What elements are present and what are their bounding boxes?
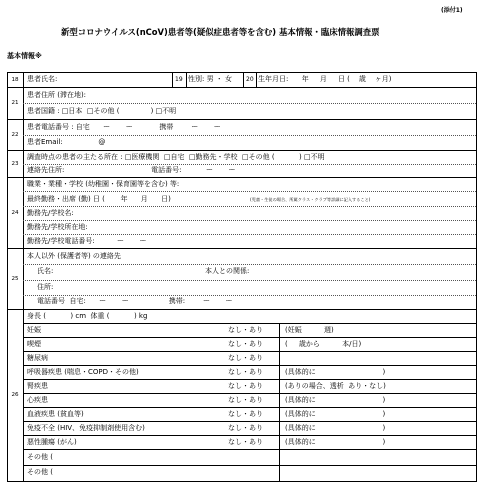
patient-address-label: 患者住所 (滞在地): — [27, 91, 87, 99]
condition-detail: (妊娠 週) — [285, 326, 334, 334]
row-number: 20 — [246, 76, 254, 83]
workplace-address-label: 勤務先/学校所在地: — [27, 223, 88, 231]
last-attendance-field: 最終勤務・出席 (勤) 日 ( 年 月 日) — [27, 195, 171, 203]
row-number: 19 — [175, 76, 183, 83]
patient-nationality-field: 患者国籍 : □日本 □その他 ( ) □不明 — [27, 107, 177, 115]
condition-label: 血液疾患 (貧血等) — [27, 410, 84, 418]
condition-choice: なし・あり — [228, 354, 263, 362]
condition-label: 呼吸器疾患 (喘息・COPD・その他) — [27, 368, 139, 376]
condition-detail: ( 歳から 本/日) — [285, 340, 362, 348]
condition-label: 腎疾患 — [27, 382, 48, 390]
attachment-label: (添付1) — [441, 7, 463, 14]
workplace-name-label: 勤務先/学校名: — [27, 209, 74, 217]
condition-choice: なし・あり — [228, 340, 263, 348]
condition-choice: なし・あり — [228, 438, 263, 446]
condition-label: 喫煙 — [27, 340, 41, 348]
patient-name-label: 患者氏名: — [27, 75, 58, 83]
workplace-phone-field: 勤務先/学校電話番号: ー ー — [27, 237, 147, 245]
row-number: 23 — [11, 161, 19, 167]
condition-label: 妊娠 — [27, 326, 41, 334]
guardian-phone-field: 電話番号 自宅: ー ー 携帯: ー ー — [37, 297, 233, 305]
condition-choice: なし・あり — [228, 382, 263, 390]
condition-label: 糖尿病 — [27, 354, 48, 362]
condition-choice: なし・あり — [228, 326, 263, 334]
attendance-note: (児童・生徒の場合、所属クラス・クラブ等詳細に記入すること) — [250, 197, 371, 202]
patient-email-field: 患者Email: @ — [27, 138, 106, 146]
guardian-relationship-label: 本人との関係: — [205, 267, 250, 275]
condition-detail: (具体的に ) — [285, 410, 386, 418]
row-number: 25 — [11, 276, 19, 282]
condition-label: その他 ( — [27, 468, 53, 476]
row-number: 21 — [11, 100, 19, 106]
row-number: 24 — [11, 210, 19, 216]
condition-detail: (具体的に ) — [285, 438, 386, 446]
row-number: 26 — [11, 392, 19, 398]
guardian-name-label: 氏名: — [37, 267, 54, 275]
patient-location-field: 調査時点の患者の主たる所在 : □医療機関 □自宅 □勤務先・学校 □その他 ( ) □不明 — [27, 153, 325, 161]
condition-choice: なし・あり — [228, 396, 263, 404]
section-heading: 基本情報※ — [7, 52, 42, 60]
birthdate-field: 生年月日: 年 月 日 ( 歳 ヶ月) — [258, 75, 392, 83]
condition-choice: なし・あり — [228, 410, 263, 418]
condition-detail: (具体的に ) — [285, 368, 386, 376]
document-title: 新型コロナウイルス(nCoV)患者等(疑似症患者等を含む) 基本情報・臨床情報調査票 — [61, 27, 380, 37]
contact-address-field: 連絡先住所: 電話番号: ー ー — [27, 166, 236, 174]
sex-field: 性別: 男 ・ 女 — [188, 75, 233, 83]
condition-detail: (具体的に ) — [285, 396, 386, 404]
row-number: 22 — [11, 132, 19, 138]
occupation-label: 職業・業種・学校 (幼稚園・保育園等を含む) 等: — [27, 180, 180, 188]
row-number: 18 — [11, 77, 19, 83]
patient-phone-field: 患者電話番号 : 自宅 ー ー 携帯 ー ー — [27, 123, 221, 131]
condition-label: 免疫不全 (HIV、免疫抑制剤使用含む) — [27, 424, 145, 432]
guardian-contact-heading: 本人以外 (保護者等) の連絡先 — [27, 252, 121, 260]
height-weight-field: 身長 ( ) cm 体重 ( ) kg — [27, 312, 148, 320]
condition-detail: (ありの場合、透析 あり・なし) — [285, 382, 386, 390]
guardian-address-label: 住所: — [37, 283, 54, 291]
condition-choice: なし・あり — [228, 368, 263, 376]
condition-label: その他 ( — [27, 453, 53, 461]
condition-label: 心疾患 — [27, 396, 48, 404]
condition-label: 悪性腫瘍 (がん) — [27, 438, 77, 446]
condition-detail: (具体的に ) — [285, 424, 386, 432]
condition-choice: なし・あり — [228, 424, 263, 432]
